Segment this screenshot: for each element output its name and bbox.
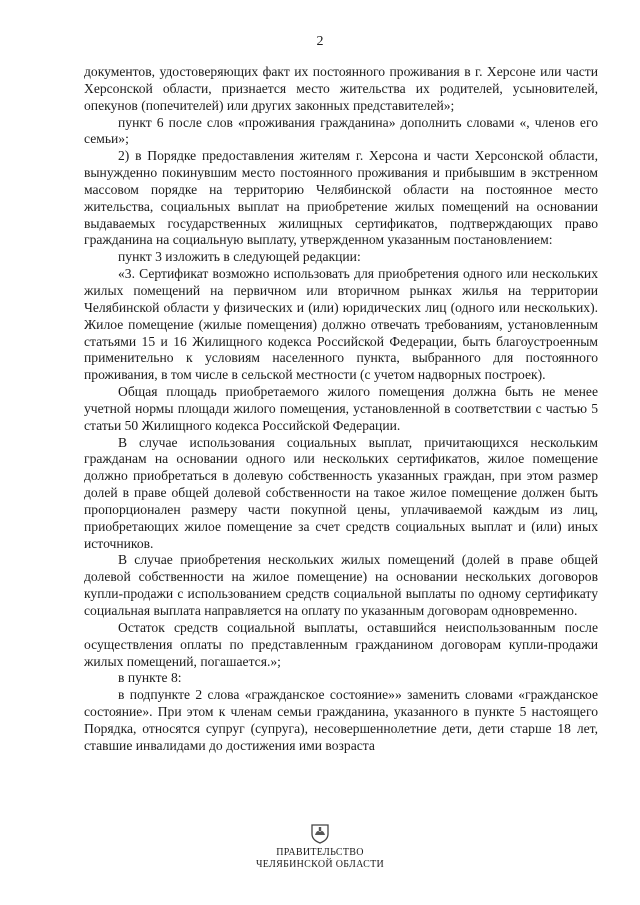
footer-line-2: ЧЕЛЯБИНСКОЙ ОБЛАСТИ [255,859,385,870]
document-body [84,64,598,755]
footer-stamp [0,822,640,871]
paragraph: В случае использования социальных выплат, причитающихся нескольким гражданам на основании одного или нескольких сертификатов, жилое помещение должно приобретаться в долевую собственность указанных граждан, при этом размер долей в праве общей долевой собственности на такое жилое помещение должен быть пропорционален размеру части покупной цены, уплачиваемой каждым из лиц, приобретающих жилое помещение за счет средств социальных выплат и (или) иных источников. [84,434,598,551]
paragraph: «3. Сертификат возможно использовать для приобретения одного или нескольких жилых помещений на первичном или вторичном рынках жилья на территории Челябинской области у физических и (или) юридических лиц (одного или нескольких). Жилое помещение (жилые помещения) должно отвечать требованиям, установленным статьями 15 и 16 Жилищного кодекса Российской Федерации, быть благоустроенным применительно к условиям населенного пункта, выбранного для постоянного проживания, в том числе в сельской местности (с учетом надворных построек). [84,266,598,383]
page-number: 2 [316,34,324,49]
paragraph: 2) в Порядке предоставления жителям г. Херсона и части Херсонской области, вынужденно покинувшим место постоянного проживания и прибывшим в экстренном массовом порядке на территорию Челябинской области на постоянное место жительства, социальных выплат на приобретение жилых помещений на основании выдаваемых государственных жилищных сертификатов, подтверждающих право гражданина на социальную выплату, утвержденном указанным постановлением: [84,148,598,248]
coat-of-arms-icon [309,822,331,844]
footer-line-1: ПРАВИТЕЛЬСТВО [276,847,364,858]
paragraph: В случае приобретения нескольких жилых помещений (долей в праве общей долевой собственности на жилое помещение) на основании нескольких договоров купли-продажи с использованием средств социальной выплаты по одному сертификату социальная выплата направляется на оплату по указанным договорам одновременно. [84,552,598,618]
paragraph: Остаток средств социальной выплаты, оставшийся неиспользованным после осуществления оплаты по представленным гражданином договорам купли-продажи жилых помещений, погашается.»; [84,619,598,669]
paragraph: в подпункте 2 слова «гражданское состояние»» заменить словами «гражданское состояние». При этом к членам семьи гражданина, указанного в пункте 5 настоящего Порядка, относятся супруг (супруга), несовершеннолетние дети, дети старше 18 лет, ставшие инвалидами до достижения ими возраста [84,687,598,753]
paragraph: Общая площадь приобретаемого жилого помещения должна быть не менее учетной нормы площади жилого помещения, установленной в соответствии с частью 5 статьи 50 Жилищного кодекса Российской Федерации. [84,384,598,433]
paragraph: пункт 6 после слов «проживания гражданина» дополнить словами «, членов его семьи»; [84,114,598,147]
paragraph: документов, удостоверяющих факт их постоянного проживания в г. Херсоне или части Херсонской области, признается место жительства их родителей, усыновителей, опекунов (попечителей) или других законных представителей»; [84,64,598,113]
paragraph: пункт 3 изложить в следующей редакции: [118,249,361,265]
paragraph: в пункте 8: [118,670,182,686]
